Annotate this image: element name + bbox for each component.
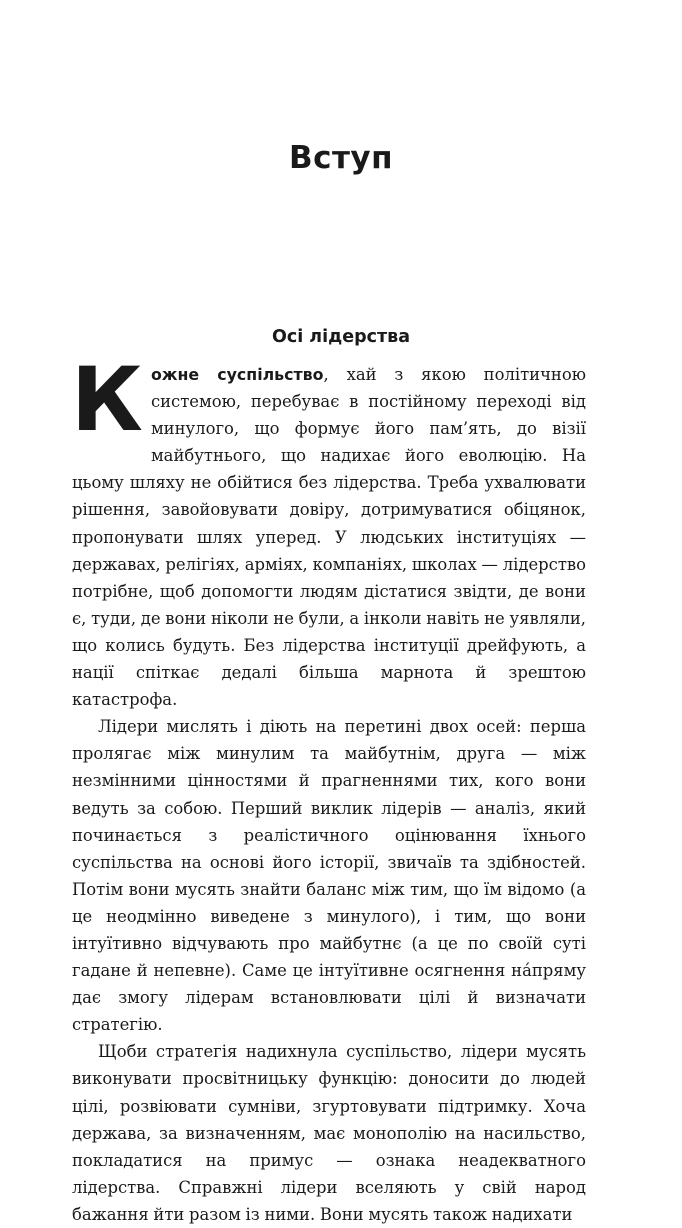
drop-cap: К [71, 348, 143, 451]
paragraph-3-text: Щоби стратегія надихнула суспільство, лідери мусять виконувати просвітницьку функцію: доносити до людей цілі, розвіювати сумніви, згуртовувати підтримку. Хоча держава, за визначенням, має монополію на насильство, покладатися на примус — ознака неадекватного лідерства. Справжні лідери вселяють у свій народ бажання йти разом із ними. Вони мусять також надихати [72, 1042, 586, 1224]
paragraph-1 [71, 348, 586, 713]
lead-in: ожне суспільство [150, 365, 324, 384]
body-text [71, 348, 586, 1228]
paragraph-2-text: Лідери мислять і діють на перетині двох осей: перша пролягає між минулим та майбутнім, друга — між незмінними цінностями й прагненнями тих, кого вони ведуть за собою. Перший виклик лідерів — аналіз, який починається з реалістичного оцінювання їхнього суспільства на основі його історії, звичаїв та здібностей. Потім вони мусять знайти баланс між тим, що їм відомо (а це неодмінно виведене з минулого), і тим, що вони інтуїтивно відчувають про майбутнє (а це по своїй суті гадане й непевне). Саме це інтуїтивне осягнення на́пряму дає змогу лідерам встановлювати цілі й визначати стратегію. [72, 717, 586, 1035]
paragraph-2 [72, 713, 586, 1038]
paragraph-3 [72, 1038, 586, 1228]
paragraph-1-text: , хай з якою політичною системою, перебуває в постійному переході від минулого, що формує його пам’ять, до візії майбутнього, що надихає його еволюцію. На цьому шляху не обійтися без лідерства. Треба ухвалювати рішення, завойовувати довіру, дотримуватися обіцянок, пропонувати шлях уперед. У людських інституціях — державах, релігіях, арміях, компаніях, школах — лідерство потрібне, щоб допомогти людям дістатися звідти, де вони є, туди, де вони ніколи не були, а інколи навіть не уявляли, що колись будуть. Без лідерства інституції дрейфують, а нації спіткає дедалі більша марнота й зрештою катастрофа. [72, 365, 586, 710]
chapter-title: Вступ [288, 140, 394, 176]
section-title: Осі лідерства [271, 327, 411, 347]
